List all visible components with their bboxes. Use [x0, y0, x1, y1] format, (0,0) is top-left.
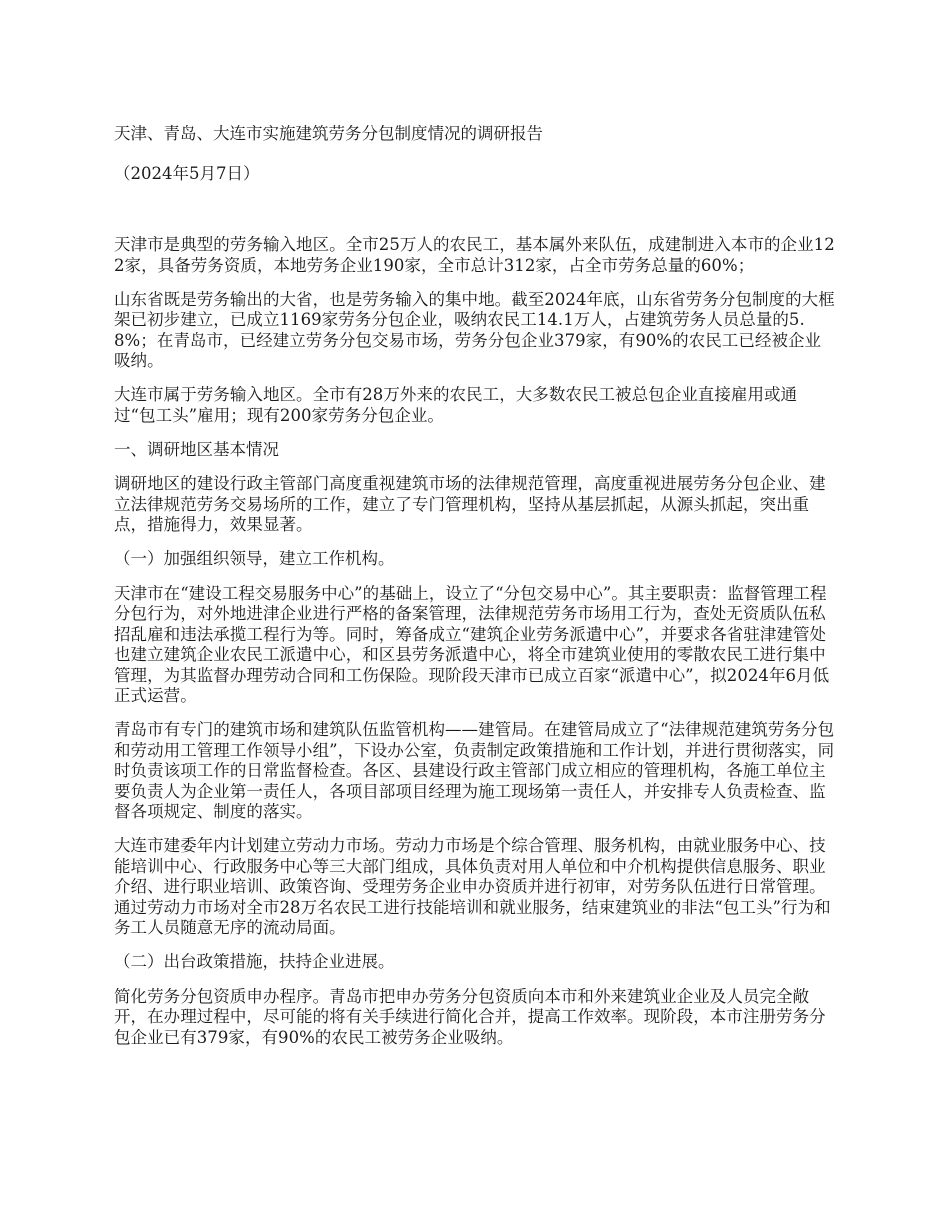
- subsection-heading-1: （一）加强组织领导，建立工作机构。: [114, 549, 395, 568]
- section-heading-1: 一、调研地区基本情况: [114, 439, 279, 459]
- paragraph-qingdao-organization: 青岛市有专门的建筑市场和建筑队伍监管机构——建管局。在建管局成立了“法律规范建筑劳务分包和劳动用工管理工作领导小组”，下设办公室，负责制定政策措施和工作计划，并进行贯彻落实，同时负责该项工作的日常监督检查。各区、县建设行政主管部门成立相应的管理机构，各施工单位主要负责人为企业第一责任人，各项目部项目经理为施工现场第一责任人，并安排专人负责检查、监督各项规定、制度的落实。: [114, 720, 835, 821]
- paragraph-tianjin-overview: 天津市是典型的劳务输入地区。全市25万人的农民工，基本属外来队伍，成建制进入本市的企业122家，具备劳务资质，本地劳务企业190家，全市总计312家，占全市劳务总量的60%；: [114, 235, 835, 275]
- paragraph-dalian-overview: 大连市属于劳务输入地区。全市有28万外来的农民工，大多数农民工被总包企业直接雇用或通过“包工头”雇用；现有200家劳务分包企业。: [114, 385, 798, 425]
- paragraph-tianjin-organization: 天津市在“建设工程交易服务中心”的基础上，设立了“分包交易中心”。其主要职责：监督管理工程分包行为，对外地进津企业进行严格的备案管理，法律规范劳务市场用工行为，查处无资质队伍私招乱雇和违法承揽工程行为等。同时，筹备成立“建筑企业劳务派遣中心”，并要求各省驻津建管处也建立建筑企业农民工派遣中心，和区县劳务派遣中心，将全市建筑业使用的零散农民工进行集中管理，为其监督办理劳动合同和工伤保险。现阶段天津市已成立百家“派遣中心”，拟2024年6月低正式运营。: [114, 583, 830, 705]
- paragraph-shandong-overview: 山东省既是劳务输出的大省，也是劳务输入的集中地。截至2024年底，山东省劳务分包制度的大框架已初步建立，已成立1169家劳务分包企业，吸纳农民工14.1万人，占建筑劳务人员总量的5.8%；在青岛市，已经建立劳务分包交易市场，劳务分包企业379家，有90%的农民工已经被企业吸纳。: [114, 289, 835, 370]
- paragraph-section-1-intro: 调研地区的建设行政主管部门高度重视建筑市场的法律规范管理，高度重视进展劳务分包企业、建立法律规范劳务交易场所的工作，建立了专门管理机构，坚持从基层抓起，从源头抓起，突出重点，措施得力，效果显著。: [114, 474, 826, 534]
- document-title: 天津、青岛、大连市实施建筑劳务分包制度情况的调研报告: [114, 124, 543, 143]
- paragraph-dalian-organization: 大连市建委年内计划建立劳动力市场。劳动力市场是个综合管理、服务机构，由就业服务中心、技能培训中心、行政服务中心等三大部门组成，具体负责对用人单位和中介机构提供信息服务、职业介绍、进行职业培训、政策咨询、受理劳务企业申办资质并进行初审，对劳务队伍进行日常管理。通过劳动力市场对全市28万名农民工进行技能培训和就业服务，结束建筑业的非法“包工头”行为和务工人员随意无序的流动局面。: [114, 836, 831, 937]
- document-date: （2024年5月7日）: [114, 164, 260, 183]
- subsection-heading-2: （二）出台政策措施，扶持企业进展。: [114, 952, 395, 971]
- paragraph-qualification-simplification: 简化劳务分包资质申办程序。青岛市把申办劳务分包资质向本市和外来建筑业企业及人员完全敞开，在办理过程中，尽可能的将有关手续进行简化合并，提高工作效率。现阶段，本市注册劳务分包企业已有379家，有90%的农民工被劳务企业吸纳。: [114, 986, 826, 1047]
